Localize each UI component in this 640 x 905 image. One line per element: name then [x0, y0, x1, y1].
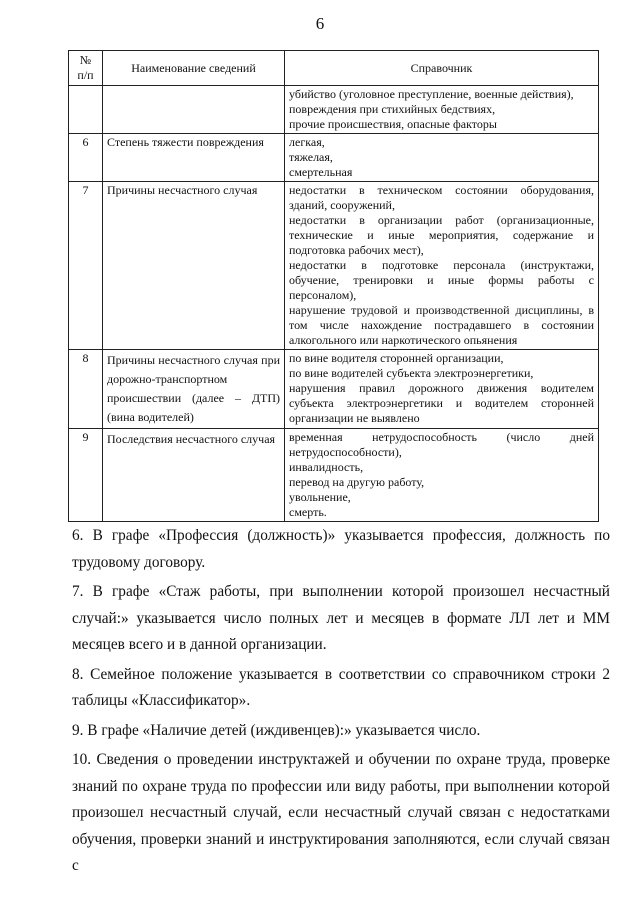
reference-line: недостатки в подготовке персонала (инструктажи, обучение, тренировки и иные формы работы с персоналом), — [289, 258, 594, 302]
reference-line: нарушения правил дорожного движения водителем субъекта электроэнергетики и водителем сторонней организации не выявлено — [289, 381, 594, 425]
table-row — [69, 182, 599, 350]
row-name: Причины несчастного случая — [103, 182, 285, 350]
header-name: Наименование сведений — [103, 51, 285, 86]
reference-line: недостатки в организации работ (организационные, технические и иные мероприятия, содержание и подготовка рабочих мест), — [289, 213, 594, 257]
body-text — [72, 523, 610, 883]
row-reference — [285, 429, 599, 522]
row-reference — [285, 350, 599, 429]
header-num: № п/п — [69, 51, 103, 86]
row-name: Последствия несчастного случая — [103, 429, 285, 522]
row-reference — [285, 182, 599, 350]
reference-line: по вине водителей субъекта электроэнергетики, — [289, 366, 534, 380]
paragraph-9: 9. В графе «Наличие детей (иждивенцев):» указывается число. — [72, 721, 481, 739]
table-row — [69, 350, 599, 429]
reference-line: перевод на другую работу, — [289, 475, 425, 489]
table-row — [69, 429, 599, 522]
row-num: 6 — [69, 134, 103, 182]
paragraph-8: 8. Семейное положение указывается в соответствии со справочником строки 2 таблицы «Классификатор». — [72, 665, 610, 709]
table-header-row — [69, 51, 599, 86]
reference-line: прочие происшествия, опасные факторы — [289, 117, 497, 131]
row-num: 9 — [69, 429, 103, 522]
reference-line: инвалидность, — [289, 460, 364, 474]
reference-line: тяжелая, — [289, 150, 333, 164]
paragraph-6: 6. В графе «Профессия (должность)» указывается профессия, должность по трудовому договору. — [72, 527, 610, 571]
reference-line: по вине водителя сторонней организации, — [289, 351, 504, 365]
reference-line: увольнение, — [289, 490, 351, 504]
reference-line: смерть. — [289, 505, 327, 519]
row-reference — [285, 86, 599, 134]
row-reference — [285, 134, 599, 182]
reference-line: легкая, — [289, 135, 325, 149]
reference-line: недостатки в техническом состоянии оборудования, зданий, сооружений, — [289, 183, 594, 212]
reference-line: убийство (уголовное преступление, военные действия), — [289, 87, 574, 101]
reference-line: нарушение трудовой и производственной дисциплины, в том числе нахождение пострадавшего в состоянии алкогольного или наркотического опьянения — [289, 303, 594, 347]
paragraph-7: 7. В графе «Стаж работы, при выполнении которой произошел несчастный случай:» указывается число полных лет и месяцев в формате ЛЛ лет и ММ месяцев всего и в данной организации. — [72, 583, 610, 653]
table-row — [69, 134, 599, 182]
page-number: 6 — [315, 14, 325, 33]
row-name: Степень тяжести повреждения — [103, 134, 285, 182]
row-num — [69, 86, 103, 134]
reference-line: смертельная — [289, 165, 353, 179]
row-name — [103, 86, 285, 134]
reference-table — [68, 50, 599, 522]
row-num: 8 — [69, 350, 103, 429]
row-name: Причины несчастного случая при дорожно-транспортном происшествии (далее – ДТП) (вина водителей) — [103, 350, 285, 429]
reference-line: повреждения при стихийных бедствиях, — [289, 102, 496, 116]
table-row — [69, 86, 599, 134]
reference-line: временная нетрудоспособность (число дней нетрудоспособности), — [289, 430, 594, 459]
header-reference: Справочник — [285, 51, 599, 86]
paragraph-10: 10. Сведения о проведении инструктажей и обучении по охране труда, проверке знаний по охране труда по профессии или виду работы, при выполнении которой произошел несчастный случай, если несчастный случай связан с недостатками обучения, проверки знаний и инструктирования заполняются, если случай связан с — [72, 751, 610, 874]
row-num: 7 — [69, 182, 103, 350]
